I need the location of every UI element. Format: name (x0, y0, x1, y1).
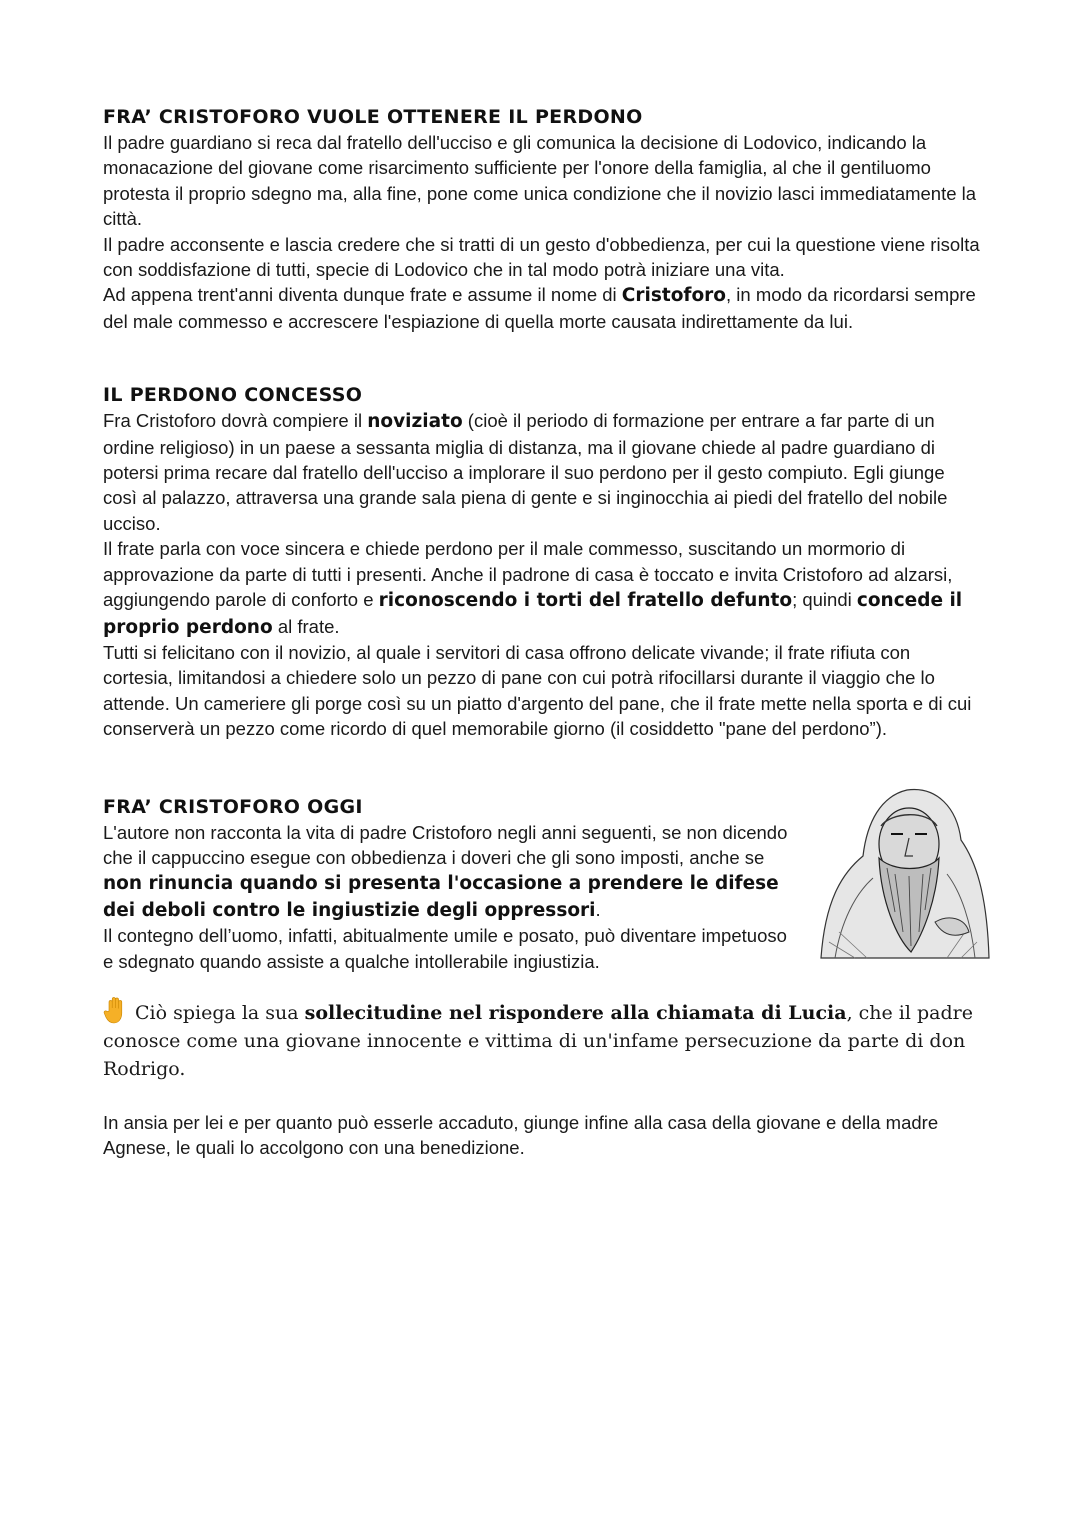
paragraph: Il frate parla con voce sincera e chiede perdono per il male commesso, suscitando un mormorio di approvazione da parte di tutti i presenti. Anche il padrone di casa è toccato e invita Cristoforo ad alzarsi, aggiungendo parole di conforto e riconoscendo i torti del fratello defunto; quindi concede il proprio perdono al frate. (103, 538, 963, 638)
section-heading: FRA’ CRISTOFORO VUOLE OTTENERE IL PERDONO (103, 106, 643, 128)
paragraph: L'autore non racconta la vita di padre Cristoforo negli anni seguenti, se non dicendo che il cappuccino esegue con obbedienza i doveri che gli sono imposti, anche se non rinuncia quando si presenta l'occasione a prendere le difese dei deboli contro le ingiustizie degli oppressori. (103, 821, 788, 921)
bold-phrase: concede il proprio perdono (103, 590, 963, 638)
bold-phrase: non rinuncia quando si presenta l'occasione a prendere le difese dei deboli contro le ingiustizie degli oppressori (103, 873, 779, 921)
section-perdono-concesso (103, 382, 983, 741)
bold-name: Cristoforo (621, 285, 726, 307)
paragraph: Ad appena trent'anni diventa dunque frate e assume il nome di Cristoforo, in modo da ricordarsi sempre del male commesso e accrescere l'espiazione di quella morte causata indirettamente da lui. (103, 284, 976, 332)
highlight-note: Ciò spiega la sua sollecitudine nel rispondere alla chiamata di Lucia, che il padre conosce come una giovane innocente e vittima di un'infame persecuzione da parte di don Rodrigo. (103, 996, 983, 1083)
section-heading: FRA’ CRISTOFORO OGGI (103, 795, 363, 818)
paragraph: Il padre guardiano si reca dal fratello dell'ucciso e gli comunica la decisione di Lodovico, indicando la monacazione del giovane come risarcimento sufficiente per l'onore della famiglia, al che il gentiluomo protesta il proprio sdegno ma, alla fine, pone come unica condizione che il novizio lasci immediatamente la città. (103, 132, 977, 230)
bold-term: noviziato (367, 411, 463, 433)
section-cristoforo-oggi (103, 794, 983, 974)
raised-hand-icon (103, 996, 129, 1024)
bold-phrase: sollecitudine nel rispondere alla chiamata di Lucia (304, 1001, 847, 1024)
section-perdono-request (103, 104, 983, 334)
paragraph: Il contegno dell’uomo, infatti, abitualmente umile e posato, può diventare impetuoso e sdegnato quando assiste a qualche intollerabile ingiustizia. (103, 925, 787, 972)
friar-portrait-icon (815, 782, 993, 972)
section-heading: IL PERDONO CONCESSO (103, 384, 363, 407)
bold-phrase: riconoscendo i torti del fratello defunto (378, 590, 793, 612)
paragraph: Il padre acconsente e lascia credere che si tratti di un gesto d'obbedienza, per cui la questione viene risolta con soddisfazione di tutti, specie di Lodovico che in tal modo potrà iniziare una vita. (103, 233, 980, 281)
document-page (103, 104, 983, 1161)
paragraph: Tutti si felicitano con il novizio, al quale i servitori di casa offrono delicate vivande; il frate rifiuta con cortesia, limitandosi a chiedere solo un pezzo di pane con cui potrà rifocillarsi durante il viaggio che lo attende. Un cameriere gli porge così su un piatto d'argento del pane, che il frate mette nella sporta e di cui conserverà un pezzo come ricordo di quel memorabile giorno (il cosiddetto "pane del perdono”). (103, 641, 972, 740)
paragraph: Fra Cristoforo dovrà compiere il noviziato (cioè il periodo di formazione per entrare a far parte di un ordine religioso) in un paese a sessanta miglia di distanza, ma il giovane chiede al padre guardiano di potersi prima recare dal fratello dell'ucciso a implorare il suo perdono per il gesto compiuto. Egli giunge così al palazzo, attraversa una grande sala piena di gente e si inginocchia ai piedi del fratello del nobile ucciso. (103, 410, 948, 534)
closing-paragraph: In ansia per lei e per quanto può esserle accaduto, giunge infine alla casa della giovane e della madre Agnese, le quali lo accolgono con una benedizione. (103, 1111, 939, 1159)
